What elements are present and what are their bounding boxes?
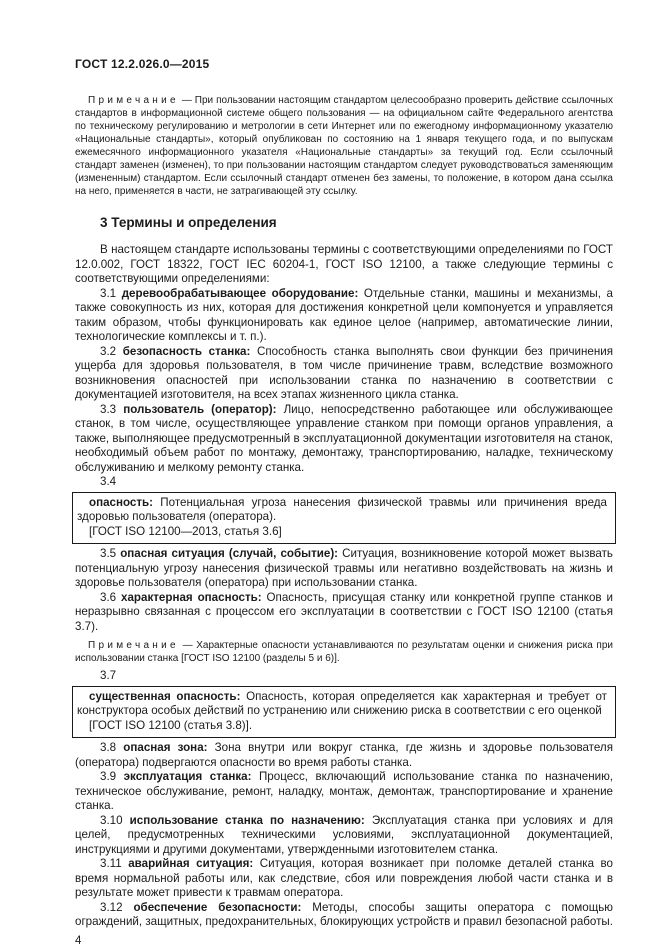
term-number: 3.7 <box>100 669 117 682</box>
term-paragraph-3-12 <box>75 901 613 930</box>
note-text: — Характерные опасности устанавливаются по результатам оценки и снижения риска при использовании станка [ГОСТ ISO 12100 (разделы 5 и 6)]. <box>75 640 613 664</box>
term-definition: Потенциальная угроза нанесения физической травмы или причинения вреда здоровью пользователя (оператора). <box>77 495 607 523</box>
term-number: 3.9 <box>100 770 117 783</box>
term-definition: Процесс, включающий использование станка по назначению, техническое обслуживание, ремонт, наладку, монтаж, демонтаж, транспортирование и хранение станка. <box>75 770 613 812</box>
term-paragraph-3-1 <box>75 287 613 345</box>
term-name: характерная опасность: <box>121 590 262 604</box>
note-label: Примечание <box>88 95 179 106</box>
definition-box-danger <box>72 492 616 545</box>
term-definition: Отдельные станки, машины и механизмы, а также совокупность из них, которая для достижения конкретной цели компонуется и управляется таким образом, чтобы функционировать как единое целое (например, автоматические линии, технологические комплексы и т. п.). <box>75 286 613 343</box>
term-name: опасная зона: <box>123 741 208 754</box>
term-name: безопасность станка: <box>122 344 251 358</box>
intro-note-paragraph <box>75 94 613 198</box>
term-number-paragraph-3-4 <box>75 475 613 490</box>
term-paragraph-3-5 <box>75 547 613 591</box>
term-number: 3.8 <box>100 741 117 754</box>
section-intro-paragraph: В настоящем стандарте использованы термины с соответствующими определениями по ГОСТ 12.0.002, ГОСТ 18322, ГОСТ IEC 60204-1, ГОСТ ISO 12100, а также следующие термины с соответствующими определениями: <box>75 243 613 285</box>
term-name: деревообрабатывающее оборудование: <box>121 286 359 300</box>
term-number: 3.4 <box>100 475 117 488</box>
term-name: использование станка по назначению: <box>129 813 365 827</box>
box-reference: [ГОСТ ISO 12100—2013, статья 3.6] <box>89 524 282 538</box>
term-number: 3.6 <box>100 590 117 604</box>
term-definition: Ситуация, которая возникает при поломке деталей станка во время нормальной работы или, как следствие, сбоя или повреждения любой части станка и в результате может привести к травмам оператора. <box>75 857 613 899</box>
term-number: 3.10 <box>100 813 123 827</box>
term-number: 3.2 <box>100 344 117 358</box>
term-definition: Опасность, присущая станку или конкретной группе станков и неразрывно связанная с процессом его эксплуатации в соответствии с ГОСТ ISO 12100 (статья 3.7). <box>75 590 613 633</box>
boxed-term-paragraph <box>77 496 607 525</box>
definition-box-significant-danger <box>72 686 616 739</box>
document-title: ГОСТ 12.2.026.0—2015 <box>75 57 210 71</box>
term-definition: Способность станка выполнять свои функции без причинения ущерба для здоровья пользователя, в том числе причинение травм, вследствие возможного возникновения опасностей при использовании станка по назначению в соответствии с документацией изготовителя, на всех этапах жизненного цикла станка. <box>75 344 613 401</box>
term-paragraph-3-2 <box>75 345 613 403</box>
term-paragraph-3-9 <box>75 770 613 814</box>
term-name: обеспечение безопасности: <box>133 900 302 914</box>
term-number: 3.3 <box>100 402 117 416</box>
box-reference: [ГОСТ ISO 12100 (статья 3.8)]. <box>89 718 253 732</box>
term-name: опасная ситуация (случай, событие): <box>120 547 339 560</box>
term-definition: Эксплуатация станка при условиях и для целей, предусмотренных техническими условиями, эксплуатационной документацией, инструкциями и другими документами, утвержденными изготовителем станка. <box>75 813 613 856</box>
term-definition: Ситуация, возникновение которой может вызвать потенциальную угрозу нанесения физической травмы или негативно воздействовать на жизнь и здоровье пользователя (оператора) при использовании станка. <box>75 547 613 589</box>
term-paragraph-3-11 <box>75 857 613 901</box>
page-number: 4 <box>75 934 82 947</box>
term-definition: Зона внутри или вокруг станка, где жизнь и здоровье пользователя (оператора) подвергаются опасности во время работы станка. <box>75 741 613 769</box>
term-name: пользователь (оператор): <box>123 402 277 416</box>
term-number: 3.11 <box>100 857 122 870</box>
term-paragraph-3-6 <box>75 591 613 635</box>
term-number: 3.5 <box>100 547 117 560</box>
term-number: 3.1 <box>100 286 117 300</box>
inline-note-paragraph <box>75 639 613 665</box>
section-heading: 3 Термины и определения <box>100 215 277 230</box>
term-paragraph-3-8 <box>75 741 613 770</box>
term-number-paragraph-3-7 <box>75 669 613 684</box>
term-name: опасность: <box>89 495 154 509</box>
term-name: существенная опасность: <box>89 689 241 703</box>
term-definition: Методы, способы защиты оператора с помощью ограждений, защитных, предохранительных, блокирующих устройств и правил безопасной работы. <box>75 900 613 928</box>
note-text: — При пользовании настоящим стандартом целесообразно проверить действие ссылочных стандартов в информационной системе общего пользования — на официальном сайте Федерального агентства по техническому регулированию и метрологии в сети Интернет или по ежегодному информационному указателю «Национальные стандарты», который опубликован по состоянию на 1 января текущего года, и по выпускам ежемесячного информационного указателя «Национальные стандарты» за текущий год. Если ссылочный стандарт заменен (изменен), то при пользовании настоящим стандартом следует руководствоваться заменяющим (измененным) стандартом. Если ссылочный стандарт отменен без замены, то положение, в котором дана ссылка на него, применяется в части, не затрагивающей эту ссылку. <box>75 95 613 197</box>
term-definition: Лицо, непосредственно работающее или обслуживающее станок, в том числе, осуществляющее управление станком при помощи органов управления, а также, выполняющее предусмотренный в эксплуатационной документации изготовителя на станок, необходимый объем работ по монтажу, демонтажу, транспортированию, наладке, техническому обслуживанию и мелкому ремонту станка. <box>75 402 613 474</box>
term-paragraph-3-10 <box>75 814 613 858</box>
note-label: Примечание <box>88 640 179 651</box>
term-name: аварийная ситуация: <box>128 857 254 870</box>
term-name: эксплуатация станка: <box>123 770 252 783</box>
term-definition: Опасность, которая определяется как характерная и требует от конструктора особых действий по устранению или снижению риска в соответствии с его оценкой <box>77 689 607 717</box>
term-paragraph-3-3 <box>75 403 613 476</box>
term-number: 3.12 <box>100 900 123 914</box>
boxed-term-paragraph <box>77 690 607 719</box>
